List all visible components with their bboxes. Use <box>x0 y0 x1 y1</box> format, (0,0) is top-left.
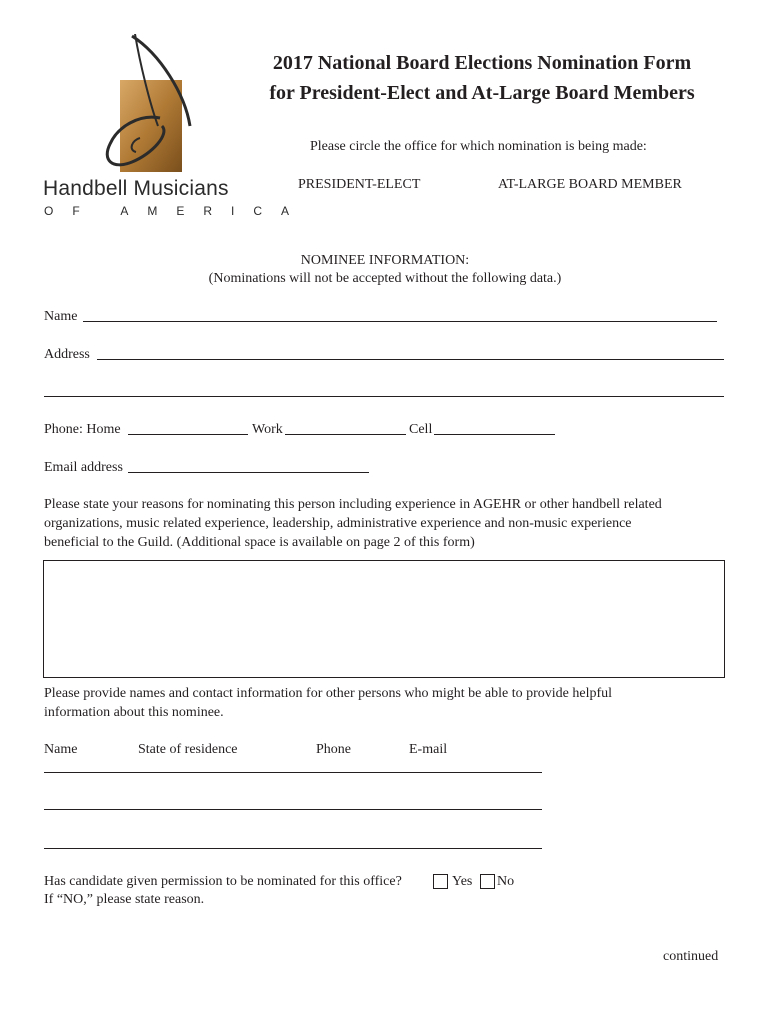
phone-cell-field[interactable] <box>434 434 555 435</box>
permission-question: Has candidate given permission to be nominated for this office? <box>44 874 402 889</box>
reasons-line-3: beneficial to the Guild. (Additional space is available on page 2 of this form) <box>44 535 475 550</box>
name-label: Name <box>44 309 78 324</box>
continued-label: continued <box>663 949 719 964</box>
title-line-1: 2017 National Board Elections Nomination Form <box>272 52 692 74</box>
email-field[interactable] <box>128 472 369 473</box>
permission-no-label: No <box>497 874 515 889</box>
logo-name: Handbell Musicians <box>43 177 229 200</box>
phone-work-label: Work <box>252 422 283 437</box>
nominee-heading: NOMINEE INFORMATION: <box>300 253 470 268</box>
page-title <box>232 48 732 108</box>
ref-column-phone: Phone <box>316 742 351 757</box>
reference-row-3-field[interactable] <box>44 848 542 849</box>
reasons-textarea[interactable] <box>43 560 725 678</box>
address-field-line-2[interactable] <box>44 396 724 397</box>
nominee-note: (Nominations will not be accepted without the following data.) <box>208 271 562 286</box>
ref-column-email: E-mail <box>409 742 448 757</box>
permission-yes-checkbox[interactable] <box>433 874 448 889</box>
phone-home-field[interactable] <box>128 434 248 435</box>
logo-subtitle: OF AMERICA <box>44 204 309 218</box>
references-intro-line-2: information about this nominee. <box>44 705 224 720</box>
title-line-2: for President-Elect and At-Large Board Members <box>269 82 695 104</box>
reasons-line-1: Please state your reasons for nominating this person including experience in AGEHR or other handbell related <box>44 497 662 512</box>
references-intro-line-1: Please provide names and contact information for other persons who might be able to provide helpful <box>44 686 613 701</box>
phone-work-field[interactable] <box>285 434 406 435</box>
phone-cell-label: Cell <box>409 422 433 437</box>
permission-yes-label: Yes <box>452 874 473 889</box>
reasons-prompt <box>44 495 744 552</box>
address-label: Address <box>44 347 90 362</box>
office-instruction: Please circle the office for which nomination is being made: <box>310 139 647 154</box>
address-field[interactable] <box>97 359 724 360</box>
ref-column-state: State of residence <box>138 742 238 757</box>
reasons-line-2: organizations, music related experience, leadership, administrative experience and non-music experience <box>44 516 632 531</box>
handbell-logo-icon <box>40 34 210 179</box>
reference-row-1-field[interactable] <box>44 772 542 773</box>
reference-row-2-field[interactable] <box>44 809 542 810</box>
references-intro <box>44 684 744 722</box>
permission-no-checkbox[interactable] <box>480 874 495 889</box>
ref-column-name: Name <box>44 742 78 757</box>
email-label: Email address <box>44 460 123 475</box>
office-option-at-large[interactable]: AT-LARGE BOARD MEMBER <box>498 177 682 192</box>
office-option-president-elect[interactable]: PRESIDENT-ELECT <box>298 177 421 192</box>
name-field[interactable] <box>83 321 717 322</box>
phone-home-label: Phone: Home <box>44 422 121 437</box>
permission-reason-prompt: If “NO,” please state reason. <box>44 892 205 907</box>
